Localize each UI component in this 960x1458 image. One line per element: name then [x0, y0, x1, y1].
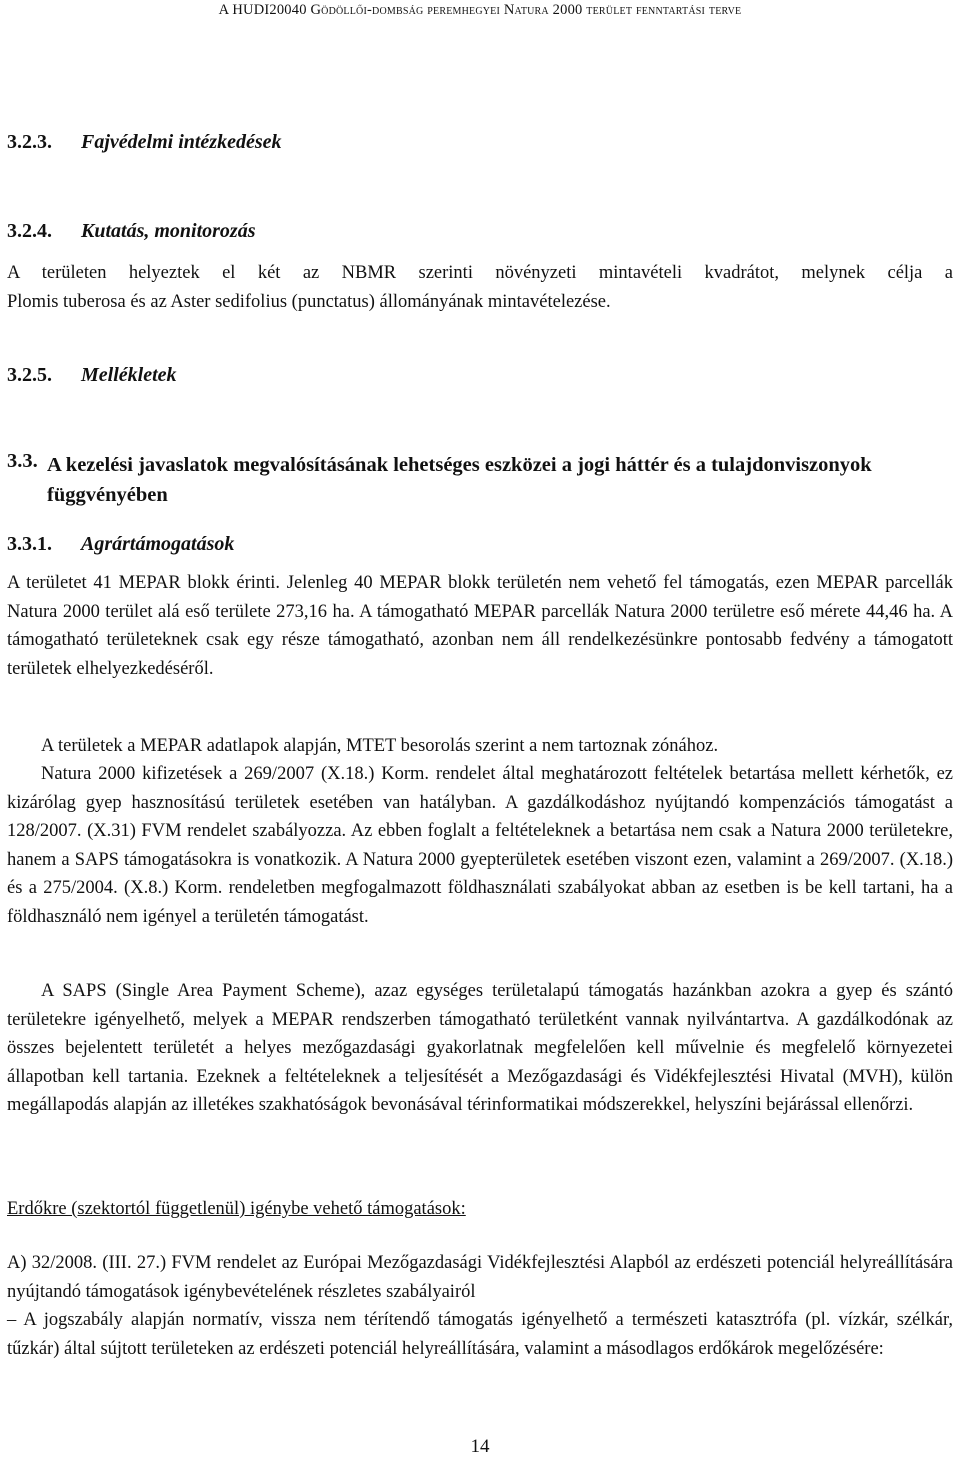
natura-payments-paragraph: Natura 2000 kifizetések a 269/2007 (X.18.) Korm. rendelet által meghatározott feltételek betartása mellett kérhetők, ez kizárólag gyep hasznosítású területek esetében van hatályban. A gazdálkodáshoz nyújtandó kompenzációs támogatást a 128/2007. (X.31) FVM rendelet szabályozza. Az ebben foglalt a feltételeknek a betartása nem csak a Natura 2000 területekre, hanem a SAPS támogatásokra is vonatkozik. A Natura 2000 gyepterületek esetében viszont ezen, valamint a 269/2007. (X.18.) és a 275/2004. (X.8.) Korm. rendeletben megfogalmazott földhasználati szabályokat abban az esetben is be kell tartani, ha a földhasználó nem igényel a területén támogatást. — [7, 764, 953, 927]
dash-item-paragraph: – A jogszabály alapján normatív, vissza nem térítendő támogatás igényelhető a természeti katasztrófa (pl. vízkár, szélkár, tűzkár) által sújtott területeken az erdészeti potenciál helyreállítására, valamint a másodlagos erdőkárok megelőzésére: — [7, 1310, 953, 1359]
zone-sentence: A területek a MEPAR adatlapok alapján, MTET besorolás szerint a nem tartoznak zónához. — [41, 736, 719, 756]
forest-support-heading-text: Erdőkre (szektortól függetlenül) igénybe vehető támogatások: — [7, 1199, 466, 1219]
heading-title: Mellékletek — [81, 364, 177, 386]
heading-3-2-5 — [7, 364, 177, 387]
monitoring-paragraph-line2: Plomis tuberosa és az Aster sedifolius (punctatus) állományának mintavételezése. — [7, 292, 611, 312]
heading-3-3 — [7, 450, 953, 510]
heading-number: 3.3.1. — [7, 533, 52, 555]
heading-number: 3.2.5. — [7, 364, 52, 386]
heading-3-2-4 — [7, 220, 256, 243]
mepar-paragraph: A területet 41 MEPAR blokk érinti. Jelenleg 40 MEPAR blokk területén nem vehető fel támogatás, ezen MEPAR parcellák Natura 2000 terület alá eső területe 273,16 ha. A támogatható MEPAR parcellák Natura 2000 területre eső mérete 44,46 ha. A támogatható területeknek csak egy része támogatható, azonban nem áll rendelkezésünkre pontosabb fedvény a támogatott területek elhelyezkedéséről. — [7, 573, 953, 679]
heading-title: Kutatás, monitorozás — [81, 220, 256, 242]
regulation-a-paragraph: A) 32/2008. (III. 27.) FVM rendelet az Európai Mezőgazdasági Vidékfejlesztési Alapból az erdészeti potenciál helyreállítására nyújtandó támogatások igénybevételének részletes szabályairól — [7, 1253, 953, 1302]
heading-number: 3.2.3. — [7, 131, 52, 153]
heading-title: A kezelési javaslatok megvalósításának lehetséges eszközei a jogi háttér és a tulajdonviszonyok függvényében — [47, 454, 872, 506]
saps-paragraph: A SAPS (Single Area Payment Scheme), azaz egységes területalapú támogatás hazánkban azokra a gyep és szántó területekre igényelhető, melyek a MEPAR rendszerben támogatható területként vannak nyilvántartva. A gazdálkodónak az összes bejelentett területét a helyes mezőgazdasági gyakorlatnak megfelelően kell művelnie és megfelelő környezetei állapotban kell tartania. Ezeknek a feltételeknek a teljesítését a Mezőgazdasági és Vidékfejlesztési Hivatal (MVH), külön megállapodás alapján az illetékes szakhatóságok bevonásával térinformatikai módszerekkel, helyszíni bejárással ellenőrzi. — [7, 981, 953, 1115]
heading-title: Agrártámogatások — [81, 533, 235, 555]
heading-3-2-3 — [7, 131, 282, 154]
heading-number: 3.2.4. — [7, 220, 52, 242]
running-header: A HUDI20040 Gödöllői-dombság peremhegyei Natura 2000 terület fenntartási terve — [218, 2, 742, 18]
page-number: 14 — [470, 1436, 490, 1457]
heading-title: Fajvédelmi intézkedések — [81, 131, 282, 153]
heading-number: 3.3. — [7, 450, 38, 472]
monitoring-paragraph-line1: A területen helyeztek el két az NBMR szerinti növényzeti mintavételi kvadrátot, melynek célja a — [7, 263, 953, 283]
forest-support-heading — [7, 1195, 953, 1224]
heading-3-3-1 — [7, 533, 234, 556]
